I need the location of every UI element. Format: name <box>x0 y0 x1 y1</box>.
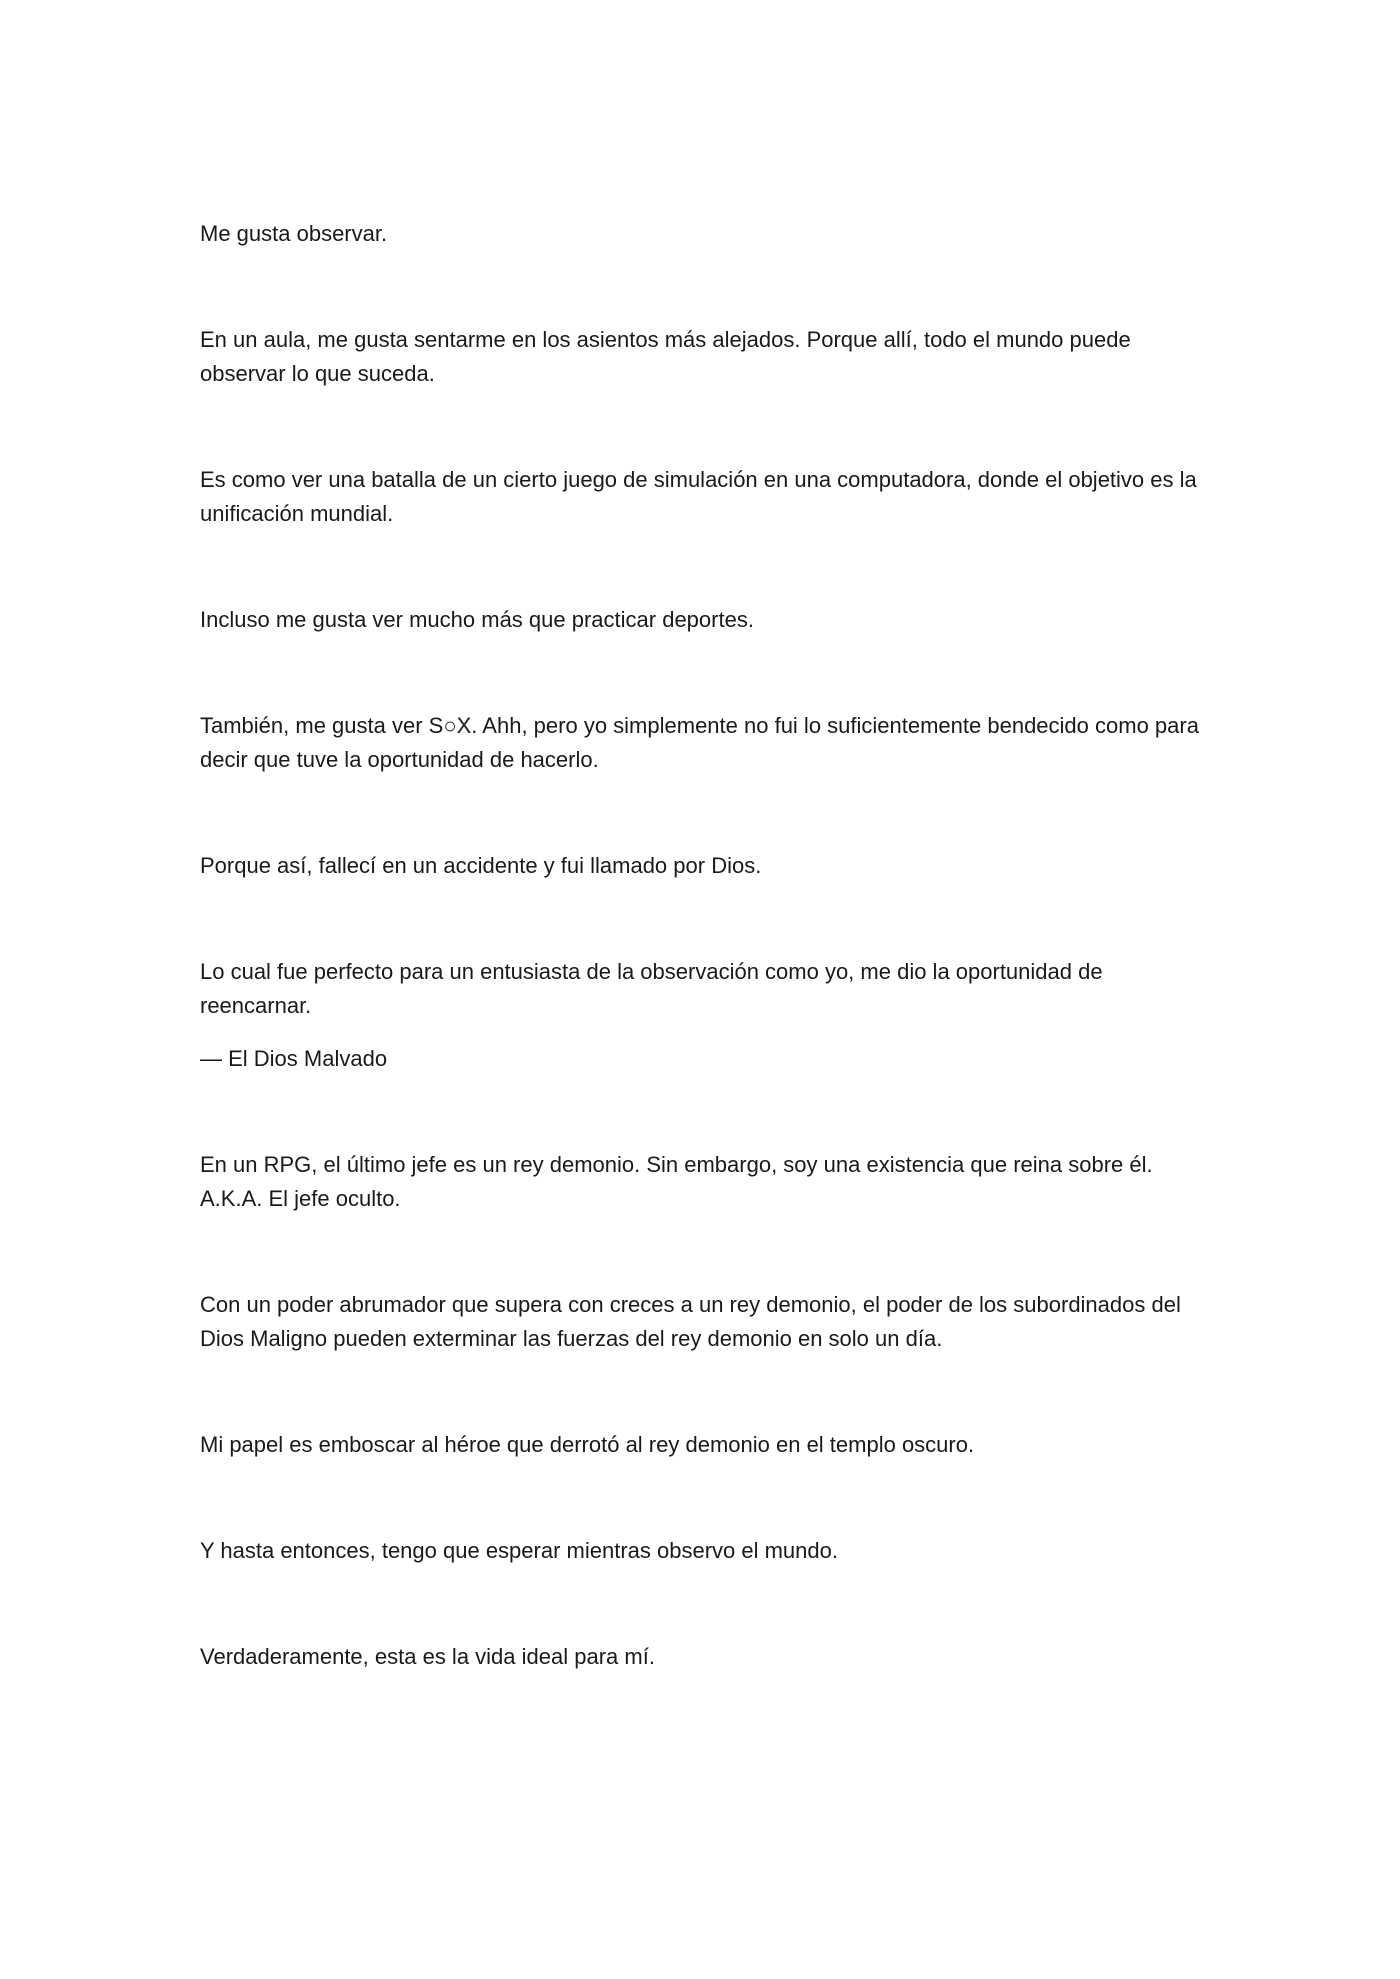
paragraph-6: Porque así, fallecí en un accidente y fui llamado por Dios. <box>200 853 762 878</box>
document-body <box>200 217 1200 1674</box>
paragraph-8: En un RPG, el último jefe es un rey demonio. Sin embargo, soy una existencia que reina sobre él. A.K.A. El jefe oculto. <box>200 1152 1153 1211</box>
paragraph-1: Me gusta observar. <box>200 221 388 246</box>
paragraph-4: Incluso me gusta ver mucho más que practicar deportes. <box>200 607 754 632</box>
paragraph-9: Con un poder abrumador que supera con creces a un rey demonio, el poder de los subordinados del Dios Maligno pueden exterminar las fuerzas del rey demonio en solo un día. <box>200 1292 1181 1351</box>
section-title: — El Dios Malvado <box>200 1046 388 1071</box>
paragraph-3: Es como ver una batalla de un cierto juego de simulación en una computadora, donde el objetivo es la unificación mundial. <box>200 467 1197 526</box>
paragraph-5: También, me gusta ver S○X. Ahh, pero yo simplemente no fui lo suficientemente bendecido como para decir que tuve la oportunidad de hacerlo. <box>200 713 1199 772</box>
paragraph-10: Mi papel es emboscar al héroe que derrotó al rey demonio en el templo oscuro. <box>200 1432 975 1457</box>
paragraph-7: Lo cual fue perfecto para un entusiasta de la observación como yo, me dio la oportunidad de reencarnar. <box>200 959 1103 1018</box>
paragraph-12: Verdaderamente, esta es la vida ideal para mí. <box>200 1644 655 1669</box>
paragraph-11: Y hasta entonces, tengo que esperar mientras observo el mundo. <box>200 1538 838 1563</box>
paragraph-2: En un aula, me gusta sentarme en los asientos más alejados. Porque allí, todo el mundo puede observar lo que suceda. <box>200 327 1131 386</box>
